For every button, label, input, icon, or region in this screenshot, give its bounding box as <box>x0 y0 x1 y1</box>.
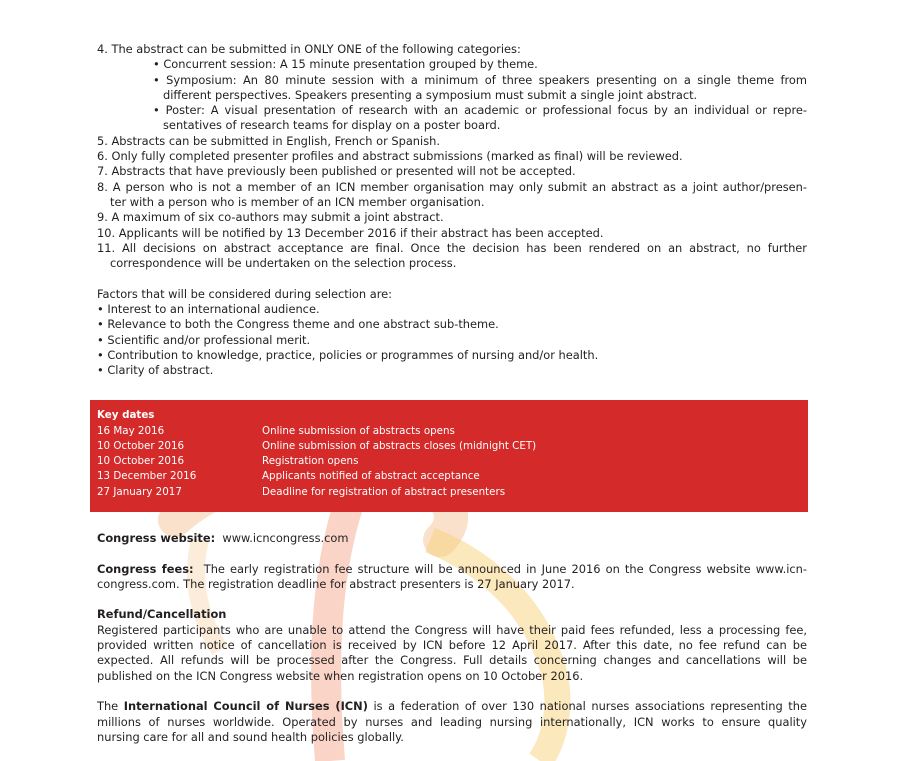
rule-8 <box>97 180 807 211</box>
factors-intro: Factors that will be considered during selection are: <box>97 286 392 301</box>
congress-fees <box>97 562 807 593</box>
key-date-row <box>97 455 358 467</box>
icn-line: millions of nurses worldwide. Operated by nurses and leading nursing internationally, ICN works to ensure quality <box>97 714 807 729</box>
icn-line: nursing care for all and sound health policies globally. <box>97 729 404 744</box>
rule-7: 7. Abstracts that have previously been published or presented will not be accepted. <box>97 164 576 179</box>
rule-line: 4. The abstract can be submitted in ONLY ONE of the following categories: <box>97 42 521 56</box>
rule-9: 9. A maximum of six co-authors may submit a joint abstract. <box>97 210 444 225</box>
rule-11 <box>97 241 807 272</box>
category-concurrent <box>97 57 807 72</box>
key-date: 10 October 2016 <box>97 455 185 467</box>
key-date-event: Registration opens <box>262 455 359 467</box>
refund-line: provided written notice of cancellation is received by ICN before 12 April 2017. After this date, no fee refund can be <box>97 638 807 653</box>
key-date-event: Online submission of abstracts opens <box>262 425 455 437</box>
icn-line: The International Council of Nurses (ICN) is a federation of over 130 national nurses associations representing the <box>97 699 807 714</box>
key-date-row <box>97 486 505 498</box>
fees-line: congress.com. The registration deadline for abstract presenters is 27 January 2017. <box>97 576 575 591</box>
key-dates-title: Key dates <box>97 409 155 421</box>
rule-line: sentatives of research teams for display on a poster board. <box>163 118 501 133</box>
congress-website <box>97 531 807 546</box>
congress-website-label: Congress website: <box>97 531 216 545</box>
category-symposium <box>97 73 807 104</box>
refund-line: Registered participants who are unable to attend the Congress will have their paid fees refunded, less a processing fee, <box>97 622 807 637</box>
key-date-row <box>97 425 455 437</box>
category-poster <box>97 103 807 134</box>
rule-6: 6. Only fully completed presenter profiles and abstract submissions (marked as final) will be reviewed. <box>97 149 683 164</box>
rule-5: 5. Abstracts can be submitted in English, French or Spanish. <box>97 133 440 148</box>
refund-line: published on the ICN Congress website when registration opens on 10 October 2016. <box>97 668 584 683</box>
factor-item: • Interest to an international audience. <box>97 302 320 317</box>
congress-info <box>97 531 807 745</box>
refund-heading: Refund/Cancellation <box>97 607 227 622</box>
factor-item: • Clarity of abstract. <box>97 363 214 378</box>
rule-line: • Poster: A visual presentation of research with an academic or professional focus by an individual or repre- <box>153 103 807 118</box>
refund-section <box>97 607 807 683</box>
refund-line: expected. All refunds will be processed after the Congress. Full details concerning changes and cancellations will be <box>97 653 807 668</box>
key-date-row <box>97 440 536 452</box>
key-date: 13 December 2016 <box>97 470 197 482</box>
rule-line: different perspectives. Speakers presenting a symposium must submit a single joint abstract. <box>163 87 698 102</box>
rule-10: 10. Applicants will be notified by 13 December 2016 if their abstract has been accepted. <box>97 225 604 240</box>
abstract-rules <box>97 42 807 379</box>
icn-name: International Council of Nurses (ICN) <box>123 699 368 714</box>
key-date-event: Deadline for registration of abstract presenters <box>262 486 506 498</box>
key-date: 27 January 2017 <box>97 486 182 498</box>
rule-line: 8. A person who is not a member of an ICN member organisation may only submit an abstract as a joint author/presen- <box>97 179 807 194</box>
rule-line: correspondence will be undertaken on the selection process. <box>110 256 457 271</box>
congress-fees-label: Congress fees: <box>97 561 194 576</box>
rule-line: • Symposium: An 80 minute session with a minimum of three speakers presenting on a single theme from <box>153 72 807 87</box>
rule-line: • Concurrent session: A 15 minute presentation grouped by theme. <box>153 57 538 72</box>
icn-section <box>97 699 807 745</box>
rule-line: ter with a person who is member of an ICN member organisation. <box>110 194 485 209</box>
key-date-event: Applicants notified of abstract acceptance <box>262 470 480 482</box>
factor-item: • Contribution to knowledge, practice, policies or programmes of nursing and/or health. <box>97 347 599 362</box>
factor-item: • Relevance to both the Congress theme and one abstract sub-theme. <box>97 317 499 332</box>
key-date: 16 May 2016 <box>97 425 165 437</box>
key-date-row <box>97 470 480 482</box>
rule-line: 11. All decisions on abstract acceptance are final. Once the decision has been rendered on an abstract, no further <box>97 240 807 255</box>
fees-line: Congress fees: The early registration fee structure will be announced in June 2016 on the Congress website www.icn- <box>97 561 807 576</box>
congress-website-link[interactable]: www.icncongress.com <box>222 531 349 545</box>
key-date-event: Online submission of abstracts closes (midnight CET) <box>262 440 537 452</box>
key-date: 10 October 2016 <box>97 440 185 452</box>
key-dates-box <box>90 400 808 512</box>
factor-item: • Scientific and/or professional merit. <box>97 332 311 347</box>
rule-4 <box>97 42 807 57</box>
